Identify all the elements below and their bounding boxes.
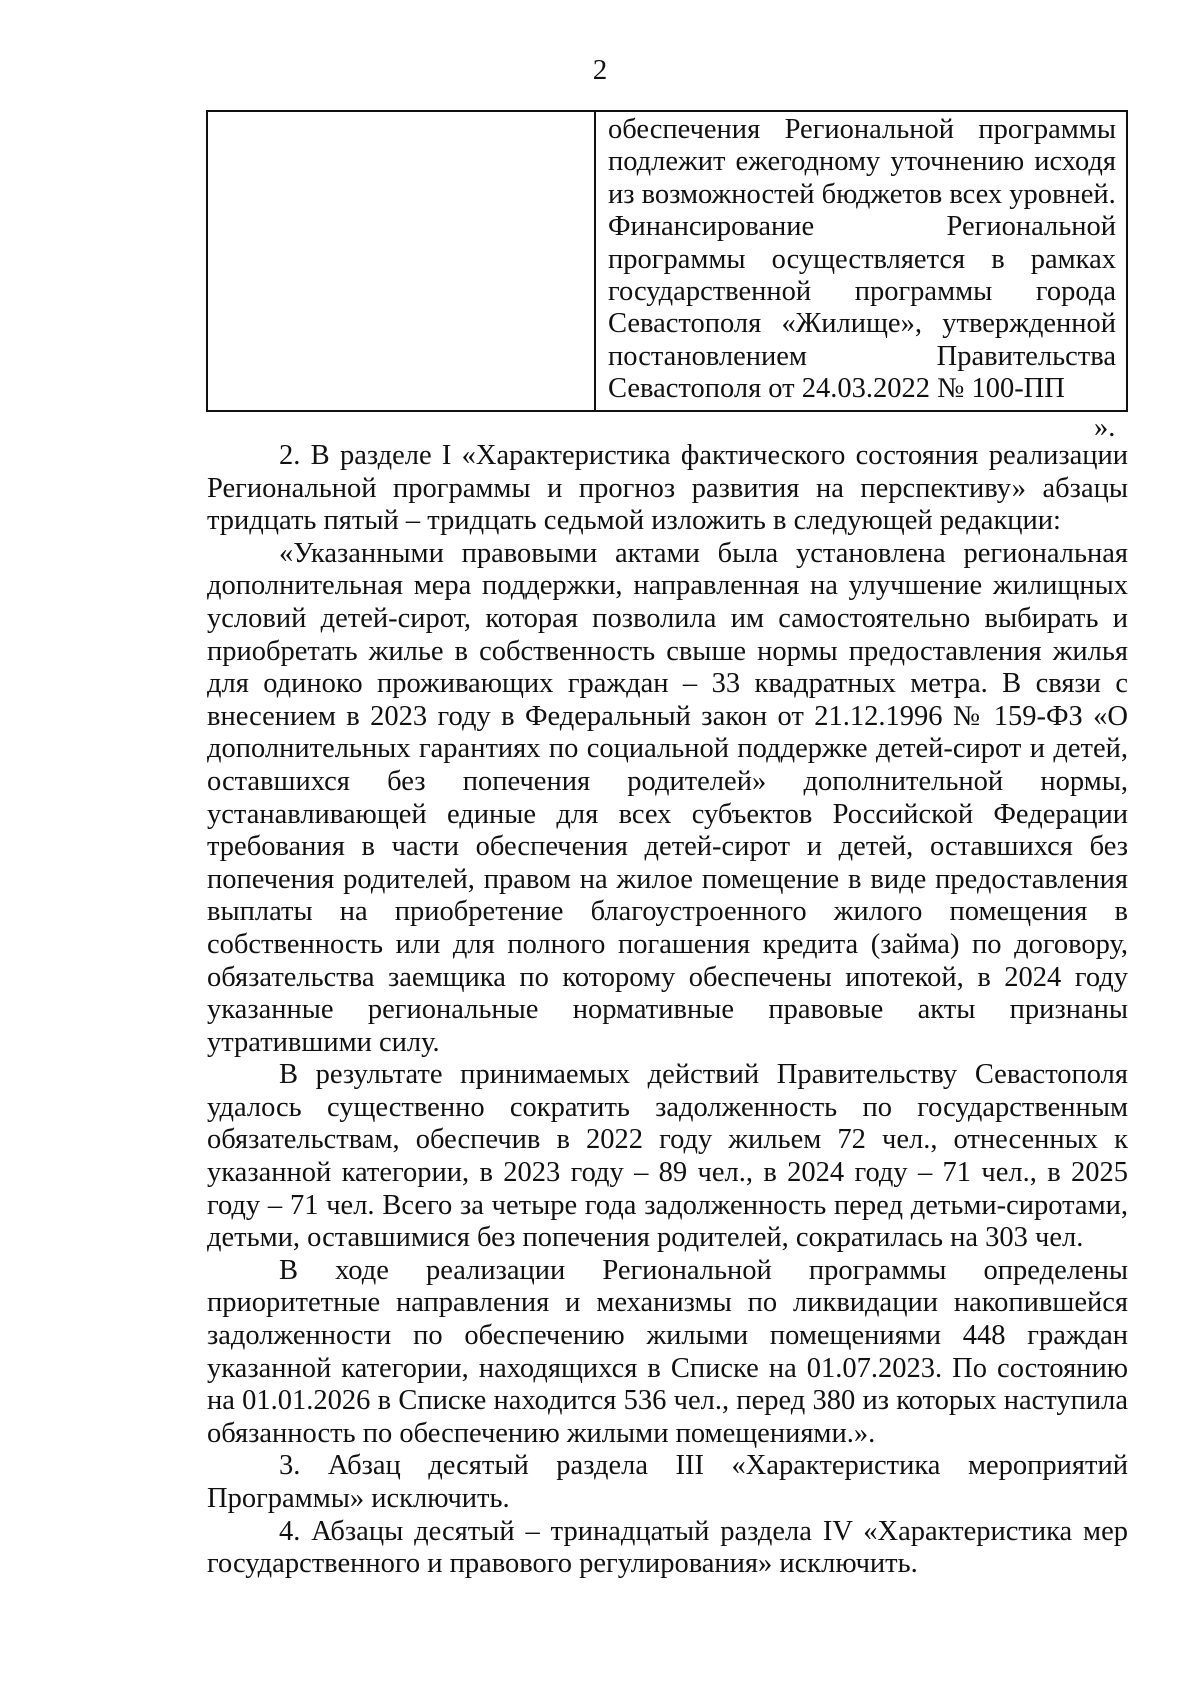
paragraph-item-2: 2. В разделе I «Характеристика фактического состояния реализации Региональной программы и прогноз развития на перспективу» абзацы тридцать пятый – тридцать седьмой изложить в следующей редакции: xyxy=(207,440,1128,537)
table-left-cell xyxy=(208,112,596,410)
document-body xyxy=(207,440,1128,1581)
table-cell-paragraph: Финансирование Региональной программы осуществляется в рамках государственной программы города Севастополя «Жилище», утвержденной постановлением Правительства Севастополя от 24.03.2022 № 100-ПП xyxy=(608,211,1116,405)
table-right-cell xyxy=(596,112,1126,410)
continued-table xyxy=(206,110,1128,412)
paragraph-item-3: 3. Абзац десятый раздела III «Характеристика мероприятий Программы» исключить. xyxy=(207,1450,1128,1514)
quoted-paragraph: В ходе реализации Региональной программы определены приоритетные направления и механизмы по ликвидации накопившейся задолженности по обеспечению жилыми помещениями 448 граждан указанной категории, находящихся в Списке на 01.07.2023. По состоянию на 01.01.2026 в Списке находится 536 чел., перед 380 из которых наступила обязанность по обеспечению жилыми помещениями.». xyxy=(207,1254,1128,1449)
table-cell-paragraph: обеспечения Региональной программы подлежит ежегодному уточнению исходя из возможностей бюджетов всех уровней. xyxy=(608,114,1116,210)
quoted-paragraph: «Указанными правовыми актами была установлена региональная дополнительная мера поддержки, направленная на улучшение жилищных условий детей-сирот, которая позволила им самостоятельно выбирать и приобретать жилье в собственность свыше нормы предоставления жилья для одиноко проживающих граждан – 33 квадратных метра. В связи с внесением в 2023 году в Федеральный закон от 21.12.1996 № 159-ФЗ «О дополнительных гарантиях по социальной поддержке детей-сирот и детей, оставшихся без попечения родителей» дополнительной нормы, устанавливающей единые для всех субъектов Российской Федерации требования в части обеспечения детей-сирот и детей, оставшихся без попечения родителей, правом на жилое помещение в виде предоставления выплаты на приобретение благоустроенного жилого помещения в собственность или для полного погашения кредита (займа) по договору, обязательства заемщика по которому обеспечены ипотекой, в 2024 году указанные региональные нормативные правовые акты признаны утратившими силу. xyxy=(207,537,1128,1058)
quoted-paragraph: В результате принимаемых действий Правительству Севастополя удалось существенно сократить задолженность по государственным обязательствам, обеспечив в 2022 году жильем 72 чел., отнесенных к указанной категории, в 2023 году – 89 чел., в 2024 году – 71 чел., в 2025 году – 71 чел. Всего за четыре года задолженность перед детьми-сиротами, детьми, оставшимися без попечения родителей, сократилась на 303 чел. xyxy=(207,1059,1128,1254)
closing-quote: ». xyxy=(1094,412,1116,443)
page-number: 2 xyxy=(592,54,608,86)
paragraph-item-4: 4. Абзацы десятый – тринадцатый раздела IV «Характеристика мер государственного и правового регулирования» исключить. xyxy=(207,1515,1128,1580)
